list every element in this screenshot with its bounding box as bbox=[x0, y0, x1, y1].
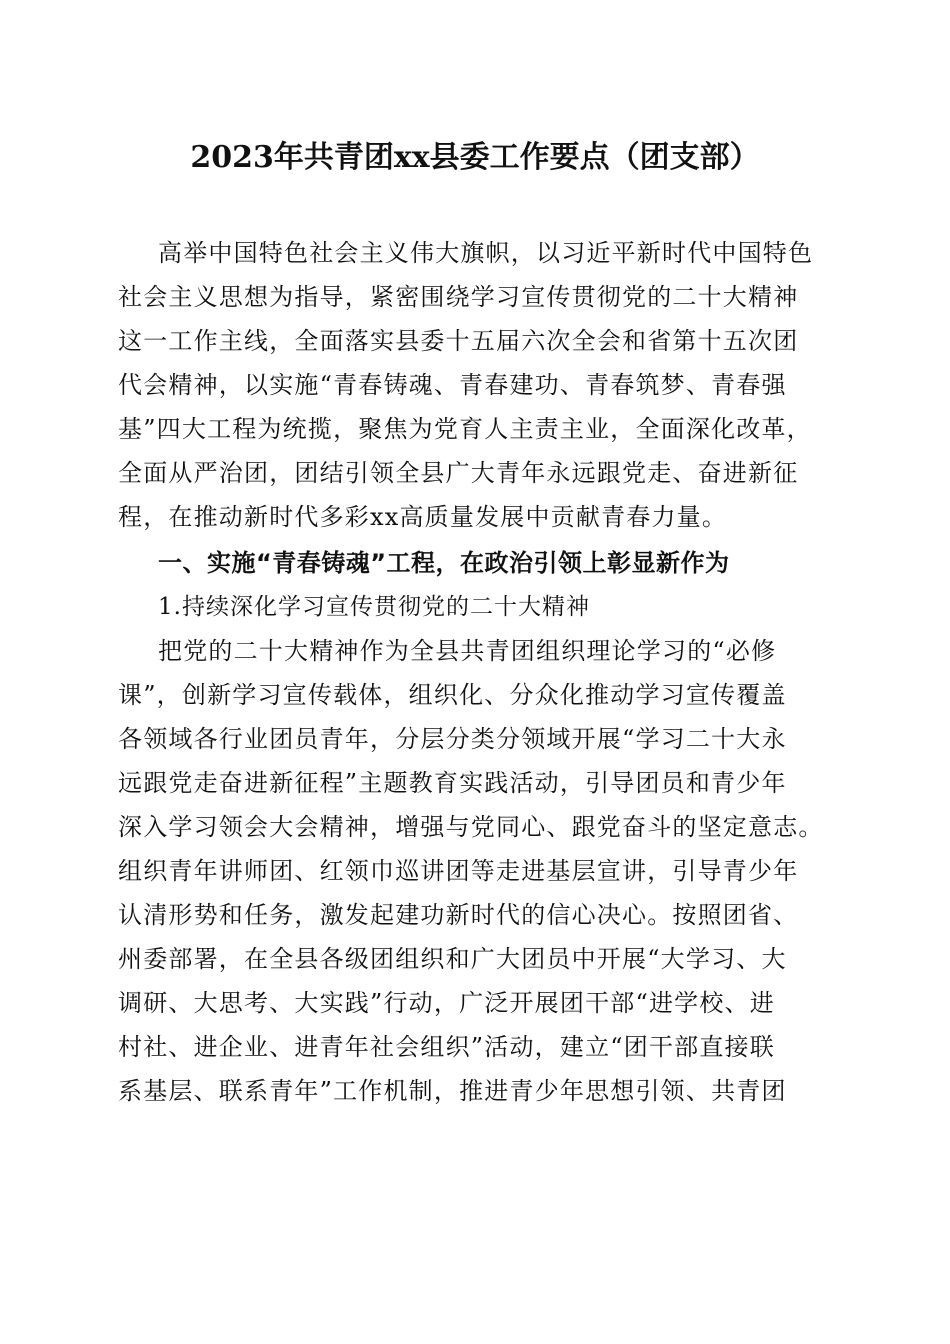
subsection-heading: 1.持续深化学习宣传贯彻党的二十大精神 bbox=[158, 594, 590, 620]
body-line: 州委部署，在全县各级团组织和广大团员中开展“大学习、大 bbox=[118, 945, 787, 973]
body-line: 各领域各行业团员青年，分层分类分领域开展“学习二十大永 bbox=[118, 725, 787, 753]
body-line: 把党的二十大精神作为全县共青团组织理论学习的“必修 bbox=[158, 637, 777, 665]
intro-line: 全面从严治团，团结引领全县广大青年永远跟党走、奋进新征 bbox=[118, 459, 799, 487]
section-heading: 一、实施“青春铸魂”工程，在政治引领上彰显新作为 bbox=[158, 549, 730, 577]
intro-line: 高举中国特色社会主义伟大旗帜，以习近平新时代中国特色 bbox=[158, 239, 814, 267]
intro-line: 基”四大工程为统揽，聚焦为党育人主责主业，全面深化改革， bbox=[118, 415, 812, 443]
intro-line: 这一工作主线，全面落实县委十五届六次全会和省第十五次团 bbox=[118, 327, 799, 355]
body-line: 深入学习领会大会精神，增强与党同心、跟党奋斗的坚定意志。 bbox=[118, 813, 824, 841]
intro-line: 社会主义思想为指导，紧密围绕学习宣传贯彻党的二十大精神 bbox=[118, 283, 799, 311]
body-line: 村社、进企业、进青年社会组织”活动，建立“团干部直接联 bbox=[118, 1033, 775, 1061]
body-line: 认清形势和任务，激发起建功新时代的信心决心。按照团省、 bbox=[118, 901, 799, 929]
body-line: 系基层、联系青年”工作机制，推进青少年思想引领、共青团 bbox=[118, 1077, 787, 1105]
body-line: 课”，创新学习宣传载体，组织化、分众化推动学习宣传覆盖 bbox=[118, 681, 787, 709]
intro-line: 代会精神，以实施“青春铸魂、青春建功、青春筑梦、青春强 bbox=[118, 371, 787, 399]
document-title: 2023年共青团xx县委工作要点（团支部） bbox=[190, 140, 760, 175]
body-line: 组织青年讲师团、红领巾巡讲团等走进基层宣讲，引导青少年 bbox=[118, 857, 799, 885]
intro-line: 程，在推动新时代多彩xx高质量发展中贡献青春力量。 bbox=[118, 503, 728, 531]
body-line: 远跟党走奋进新征程”主题教育实践活动，引导团员和青少年 bbox=[118, 769, 787, 797]
body-line: 调研、大思考、大实践”行动，广泛开展团干部“进学校、进 bbox=[118, 989, 775, 1017]
